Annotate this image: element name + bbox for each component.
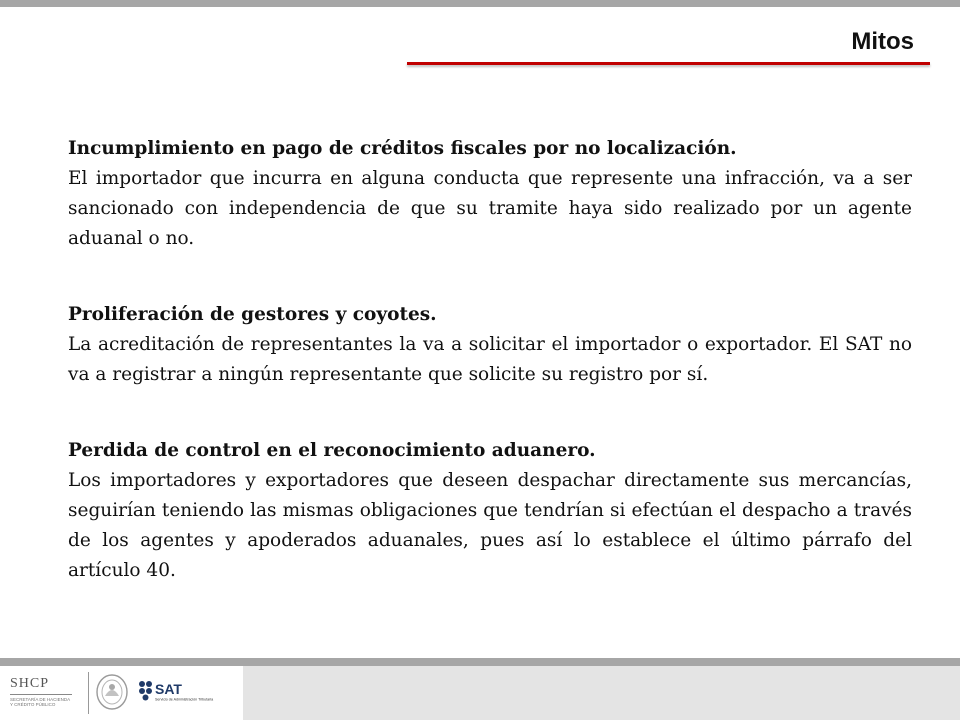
shcp-subtitle-1: SECRETARÍA DE HACIENDA — [10, 697, 71, 702]
national-seal-icon — [94, 672, 130, 712]
bottom-bar — [0, 658, 960, 666]
section-body: La acreditación de representantes la va a solicitar el importador o exportador. El SAT no va a registrar a ningún representante que solicite su registro por sí. — [68, 334, 912, 385]
title-underline — [407, 62, 930, 65]
sat-subtitle: Servicio de Administración Tributaria — [155, 697, 214, 702]
shcp-rule — [10, 694, 72, 695]
top-bar — [0, 0, 960, 7]
section-heading: Incumplimiento en pago de créditos fiscales por no localización. — [68, 138, 737, 159]
slide-content — [68, 134, 912, 586]
section-heading: Perdida de control en el reconocimiento aduanero. — [68, 440, 596, 461]
section-body: El importador que incurra en alguna conducta que represente una infracción, va a ser sancionado con independencia de que su tramite haya sido realizado por un agente aduanal o no. — [68, 168, 912, 249]
sat-dots-icon — [139, 681, 152, 701]
shcp-logo — [10, 676, 80, 707]
section-1 — [68, 134, 912, 254]
footer-band — [243, 666, 960, 720]
sat-name: SAT — [155, 681, 182, 697]
shcp-name: SHCP — [10, 676, 50, 691]
shcp-subtitle-2: Y CRÉDITO PÚBLICO — [10, 702, 56, 707]
sat-logo — [138, 678, 238, 702]
slide-title: Mitos — [851, 28, 914, 55]
section-heading: Proliferación de gestores y coyotes. — [68, 304, 437, 325]
section-2 — [68, 300, 912, 390]
logo-divider — [88, 672, 89, 714]
section-3 — [68, 436, 912, 586]
section-body: Los importadores y exportadores que deseen despachar directamente sus mercancías, seguirían teniendo las mismas obligaciones que tendrían si efectúan el despacho a través de los agentes y apoderados aduanales, pues así lo establece el último párrafo del artículo 40. — [68, 470, 912, 581]
